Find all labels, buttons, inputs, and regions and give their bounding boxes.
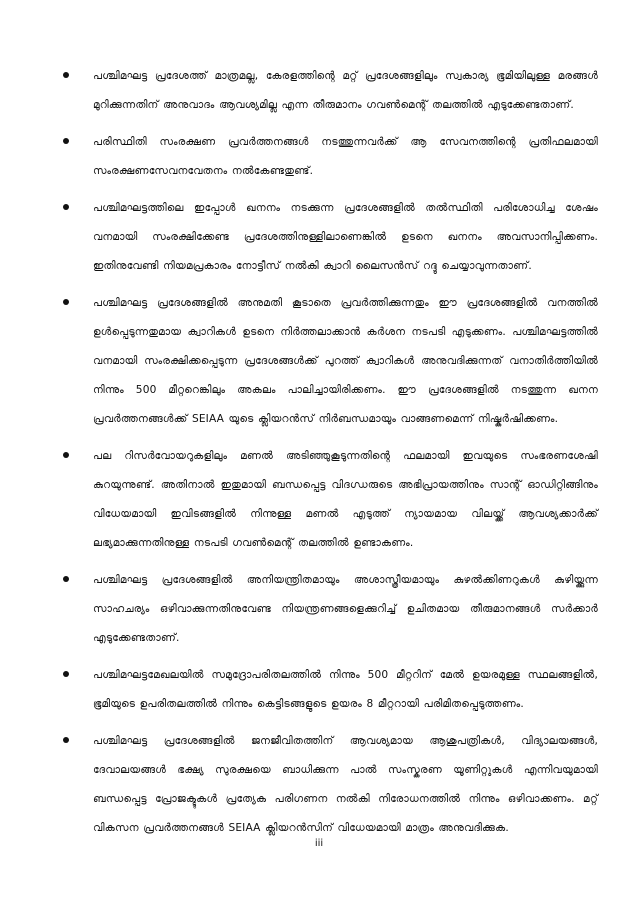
page-number: iii [314,838,324,849]
bullet-icon [63,72,69,78]
paragraph-text: പല റിസർവോയറുകളിലും മണൽ അടിഞ്ഞുകൂടുന്നതിന്റെ ഫലമായി ഇവയുടെ സംഭരണശേഷി കുറയുന്നുണ്ട്. അതിനാൽ ഇതുമായി ബന്ധപ്പെട്ട വിദഗ്ധരുടെ അഭിപ്രായത്തിനും സാന്റ് ഓഡിറ്റിങ്ങിനും വിധേയമായി ഇവിടങ്ങളിൽ നിന്നുള്ള മണൽ എടുത്ത് ന്യായമായ വിലയ്ക്ക് ആവശ്യക്കാർക്ക് ലഭ്യമാക്കുന്നതിനുള്ള നടപടി ഗവൺമെന്റ് തലത്തിൽ ഉണ്ടാകണം. [93,450,598,549]
bullet-icon [63,299,69,305]
bullet-icon [63,576,69,582]
bullet-icon [63,737,69,743]
list-item [0,62,638,120]
list-item [0,442,638,558]
bullet-icon [63,452,69,458]
list-item [0,128,638,186]
bullet-list [0,62,638,851]
list-item [0,727,638,843]
list-item [0,566,638,653]
bullet-icon [63,671,69,677]
paragraph-text: പശ്ചിമഘട്ട പ്രദേശങ്ങളിൽ ജനജീവിതത്തിന് ആവശ്യമായ ആശുപത്രികൾ, വിദ്യാലയങ്ങൾ, ദേവാലയങ്ങൾ ഭക്ഷ്യ സുരക്ഷയെ ബാധിക്കുന്ന പാൽ സംസ്കരണ യൂണിറ്റുകൾ എന്നിവയുമായി ബന്ധപ്പെട്ട പ്രോജക്ടുകൾ പ്രത്യേക പരിഗണന നൽകി നിരോധനത്തിൽ നിന്നും ഒഴിവാക്കണം. മറ്റ് വികസന പ്രവർത്തനങ്ങൾ SEIAA ക്ലിയറൻസിന് വിധേയമായി മാത്രം അനുവദിക്കുക. [93,735,598,834]
paragraph-text: പശ്ചിമഘട്ടമേഖലയിൽ സമുദ്രോപരിതലത്തിൽ നിന്നും 500 മീറ്ററിന് മേൽ ഉയരമുള്ള സ്ഥലങ്ങളിൽ, ഭൂമിയുടെ ഉപരിതലത്തിൽ നിന്നും കെട്ടിടങ്ങളുടെ ഉയരം 8 മീറ്ററായി പരിമിതപ്പെടുത്തണം. [93,669,598,710]
paragraph-text: പരിസ്ഥിതി സംരക്ഷണ പ്രവർത്തനങ്ങൾ നടത്തുന്നവർക്ക് ആ സേവനത്തിന്റെ പ്രതിഫലമായി സംരക്ഷണസേവനവേതനം നൽകേണ്ടതുണ്ട്. [93,136,598,177]
paragraph-text: പശ്ചിമഘട്ട പ്രദേശങ്ങളിൽ അനുമതി കൂടാതെ പ്രവർത്തിക്കുന്നതും ഈ പ്രദേശങ്ങളിൽ വനത്തിൽ ഉൾപ്പെടുന്നതുമായ ക്വാറികൾ ഉടനെ നിർത്തലാക്കാൻ കർശന നടപടി എടുക്കണം. പശ്ചിമഘട്ടത്തിൽ വനമായി സംരക്ഷിക്കപ്പെടുന്ന പ്രദേശങ്ങൾക്ക് പുറത്ത് ക്വാറികൾ അനുവദിക്കുന്നത് വനാതിർത്തിയിൽ നിന്നും 500 മീറ്ററെങ്കിലും അകലം പാലിച്ചായിരിക്കണം. ഈ പ്രദേശങ്ങളിൽ നടത്തുന്ന ഖനന പ്രവർത്തനങ്ങൾക്ക് SEIAA യുടെ ക്ലിയറൻസ് നിർബന്ധമായും വാങ്ങണമെന്ന് നിഷ്കർഷിക്കണം. [93,297,598,425]
bullet-icon [63,138,69,144]
list-item [0,661,638,719]
list-item [0,194,638,281]
bullet-icon [63,204,69,210]
list-item [0,289,638,434]
paragraph-text: പശ്ചിമഘട്ടത്തിലെ ഇപ്പോൾ ഖനനം നടക്കുന്ന പ്രദേശങ്ങളിൽ തൽസ്ഥിതി പരിശോധിച്ച ശേഷം വനമായി സംരക്ഷിക്കേണ്ട പ്രദേശത്തിനുള്ളിലാണെങ്കിൽ ഉടനെ ഖനനം അവസാനിപ്പിക്കണം. ഇതിനുവേണ്ടി നിയമപ്രകാരം നോട്ടീസ് നൽകി ക്വാറി ലൈസൻസ് റദ്ദു ചെയ്യാവുന്നതാണ്. [93,202,598,272]
paragraph-text: പശ്ചിമഘട്ട പ്രദേശത്ത് മാത്രമല്ല, കേരളത്തിന്റെ മറ്റ് പ്രദേശങ്ങളിലും സ്വകാര്യ ഭൂമിയിലുള്ള മരങ്ങൾ മുറിക്കുന്നതിന് അനുവാദം ആവശ്യമില്ല എന്ന തീരുമാനം ഗവൺമെന്റ് തലത്തിൽ എടുക്കേണ്ടതാണ്. [93,70,598,111]
paragraph-text: പശ്ചിമഘട്ട പ്രദേശങ്ങളിൽ അനിയന്ത്രിതമായും അശാസ്ത്രീയമായും കുഴൽക്കിണറുകൾ കുഴിയ്ക്കുന്ന സാഹചര്യം ഒഴിവാക്കുന്നതിനുവേണ്ട നിയന്ത്രണങ്ങളെക്കുറിച്ച് ഉചിതമായ തീരുമാനങ്ങൾ സർക്കാർ എടുക്കേണ്ടതാണ്. [93,574,598,644]
